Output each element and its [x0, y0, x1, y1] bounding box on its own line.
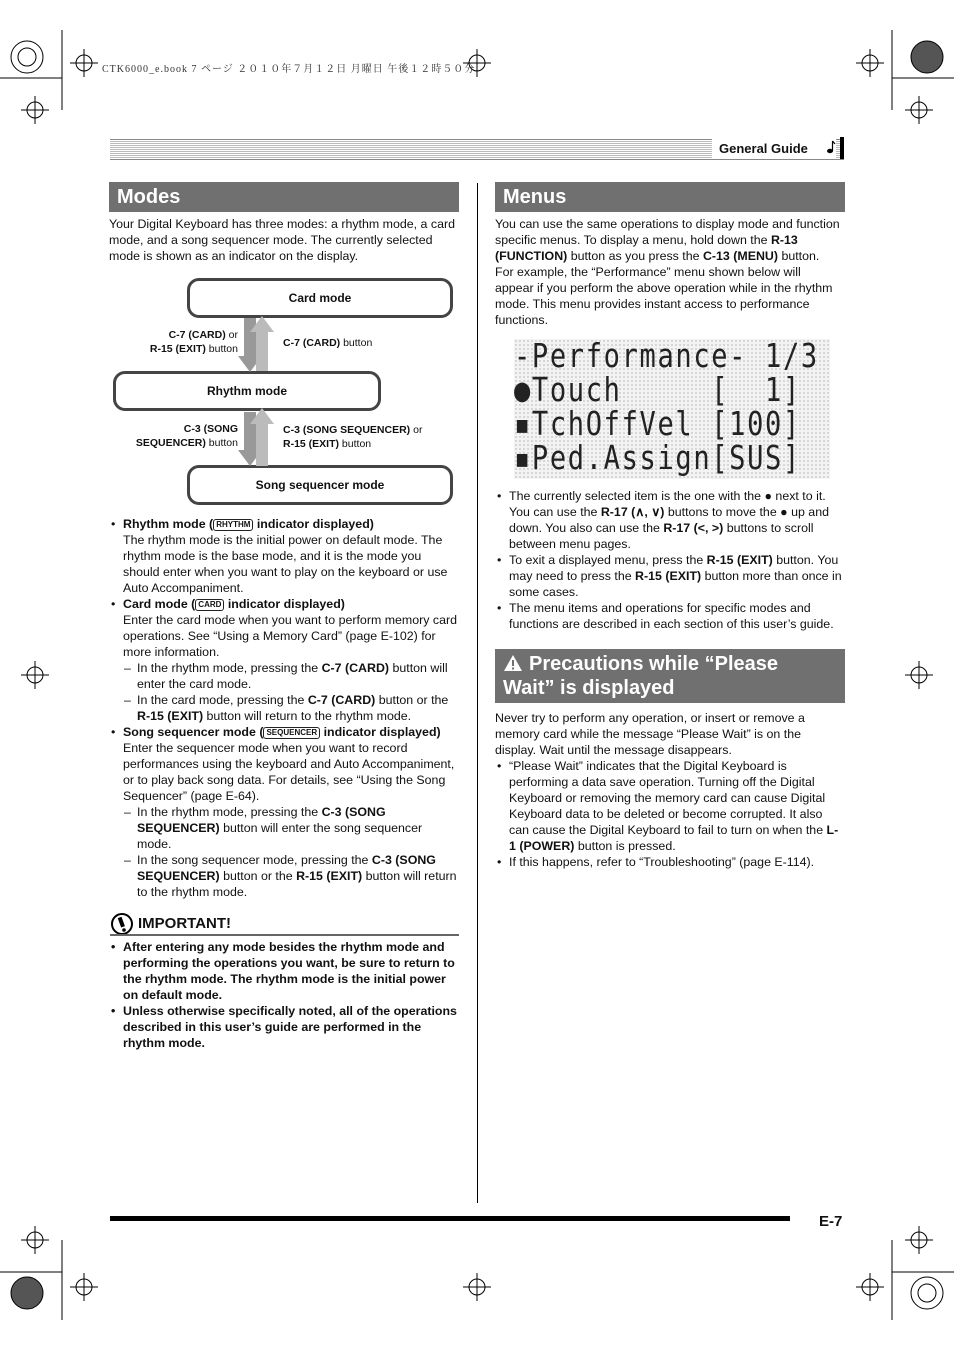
important-label: IMPORTANT!: [138, 915, 232, 932]
page-number: E-7: [819, 1213, 843, 1230]
sub-item: – In the rhythm mode, pressing the C-7 (CARD) button will enter the card mode.: [123, 660, 459, 692]
mode-arrows-icon: [238, 316, 278, 476]
label-card-in: C-7 (CARD) or R-15 (EXIT) button: [149, 329, 238, 355]
sub-item: – In the rhythm mode, pressing the C-3 (SONG SEQUENCER) button will enter the song sequencer mode.: [123, 804, 459, 852]
section-heading-menus: Menus: [495, 182, 845, 212]
list-item: • The menu items and operations for specific modes and functions are described in each section of this user’s guide.: [495, 600, 845, 632]
list-item-rhythm-mode: • Rhythm mode ( RHYTHM indicator displayed) The rhythm mode is the initial power on default mode. The rhythm mode is the base mode, and it is the mode you should enter when you want to play on the keyboard or use Auto Accompaniment.: [109, 516, 459, 596]
important-icon: [110, 912, 134, 936]
header-tick: [840, 137, 844, 159]
running-header: General Guide: [719, 141, 808, 156]
song-sequencer-mode-box: Song sequencer mode: [187, 465, 453, 505]
sub-item: – In the card mode, pressing the C-7 (CARD) button or the R-15 (EXIT) button will return to the rhythm mode.: [123, 692, 459, 724]
section-heading-precautions: Precautions while “Please Wait” is displayed: [495, 649, 845, 703]
list-item: • The currently selected item is the one with the ● next to it. You can use the R-17 (∧, ∨) buttons to move the ● up and down. You also can use the R-17 (<, >) buttons to scroll between menu pages.: [495, 488, 845, 552]
lcd-line: ●Touch [ 1]: [514, 370, 801, 409]
column-divider: [477, 183, 478, 1203]
sequencer-indicator-tag: SEQUENCER: [263, 727, 320, 739]
file-header: CTK6000_e.book 7 ページ ２０１０年７月１２日 月曜日 午後１２時５０分: [102, 64, 476, 75]
footer-rule: [110, 1216, 790, 1221]
lcd-display: [514, 336, 830, 479]
section-heading-modes: Modes: [109, 182, 459, 212]
important-item: • Unless otherwise specifically noted, all of the operations described in this user’s guide are performed in the rhythm mode.: [109, 1003, 459, 1051]
important-item: • After entering any mode besides the rhythm mode and performing the operations you want, be sure to return to the rhythm mode. The rhythm mode is the initial power on default mode.: [109, 939, 459, 1003]
label-song-out: C-3 (SONG SEQUENCER) or R-15 (EXIT) button: [283, 424, 423, 450]
menus-intro: You can use the same operations to display mode and function specific menus. To display a menu, hold down the R-13 (FUNCTION) button as you press the C-13 (MENU) button. For example, the “Performance” menu shown below will appear if you perform the above operation while in the rhythm mode. This menu provides instant access to performance functions.: [495, 217, 840, 327]
label-card-out: C-7 (CARD) button: [283, 337, 373, 349]
lcd-line: ▪Ped.Assign[SUS]: [514, 438, 801, 477]
label-song-in: C-3 (SONG SEQUENCER) button: [135, 423, 238, 449]
modes-list: [109, 516, 459, 900]
lcd-line: -Performance- 1/3: [514, 336, 819, 375]
precautions-intro: Never try to perform any operation, or insert or remove a memory card while the message “Please Wait” is on the display. Wait until the message disappears.: [495, 711, 805, 757]
menus-list: [495, 488, 845, 632]
music-note-icon: [826, 139, 836, 155]
list-item-song-sequencer-mode: • Song sequencer mode ( SEQUENCER indicator displayed) Enter the sequencer mode when you want to record performances using the keyboard and Auto Accompaniment, or to play back song data. For details, see “Using the Song Sequencer” (page E-64). – In the rhythm mode, pressing the C-3 (SONG SEQUENCER) button will enter the song sequencer mode. – In the song sequencer mode, pressing the C-3 (SONG SEQUENCER) button or the R-15 (EXIT) button will return to the rhythm mode.: [109, 724, 459, 900]
sub-item: – In the song sequencer mode, pressing the C-3 (SONG SEQUENCER) button or the R-15 (EXIT) button will return to the rhythm mode.: [123, 852, 459, 900]
card-mode-box: Card mode: [187, 278, 453, 318]
rhythm-indicator-tag: RHYTHM: [213, 519, 253, 531]
important-list: [109, 939, 459, 1051]
warning-icon: [503, 654, 523, 672]
card-indicator-tag: CARD: [195, 599, 224, 611]
list-item: • If this happens, refer to “Troubleshooting” (page E-114).: [495, 854, 845, 870]
rhythm-mode-box: Rhythm mode: [113, 371, 381, 411]
precautions-list: [495, 758, 845, 870]
list-item: • “Please Wait” indicates that the Digital Keyboard is performing a data save operation. Turning off the Digital Keyboard or removing the memory card can cause Digital Keyboard data to be deleted or become corrupted. It also can cause the Digital Keyboard to fail to turn on when the L-1 (POWER) button is pressed.: [495, 758, 845, 854]
modes-intro: Your Digital Keyboard has three modes: a rhythm mode, a card mode, and a song sequencer mode. The currently selected mode is shown as an indicator on the display.: [109, 217, 455, 263]
list-item-card-mode: • Card mode ( CARD indicator displayed) Enter the card mode when you want to perform memory card operations. See “Using a Memory Card” (page E-102) for more information. – In the rhythm mode, pressing the C-7 (CARD) button will enter the card mode. – In the card mode, pressing the C-7 (CARD) button or the R-15 (EXIT) button will return to the rhythm mode.: [109, 596, 459, 724]
lcd-line: ▪TchOffVel [100]: [514, 404, 801, 443]
important-rule: [110, 934, 459, 936]
list-item: • To exit a displayed menu, press the R-15 (EXIT) button. You may need to press the R-15 (EXIT) button more than once in some cases.: [495, 552, 845, 600]
